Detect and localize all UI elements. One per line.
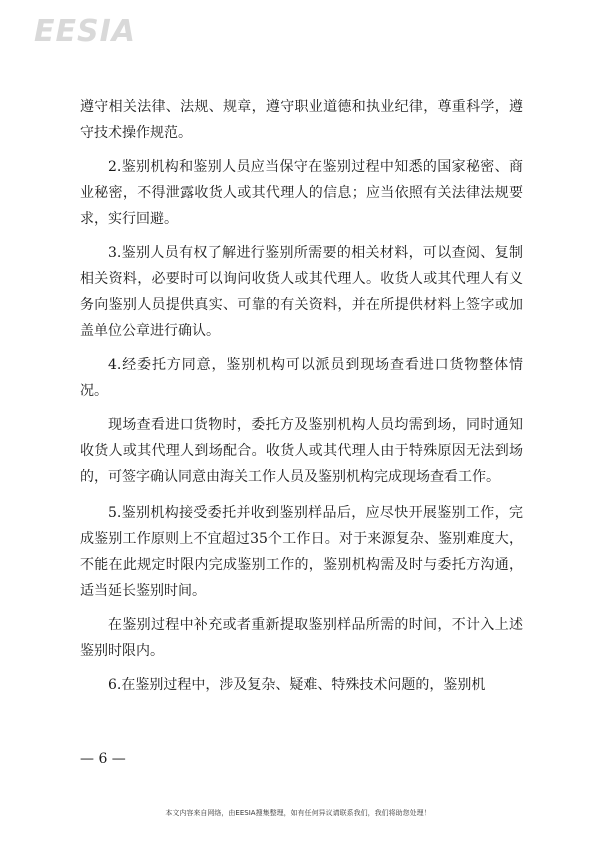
paragraph: 现场查看进口货物时，委托方及鉴别机构人员均需到场，同时通知收货人或其代理人到场配合。收货人或其代理人由于特殊原因无法到场的，可签字确认同意由海关工作人员及鉴别机构完成现场查看工作。 — [80, 417, 523, 485]
paragraph: 4.经委托方同意，鉴别机构可以派员到现场查看进口货物整体情况。 — [80, 357, 523, 399]
footer-note: 本文内容来自网络，由EESIA搜集整理，如有任何异议请联系我们，我们将助您处理！ — [165, 809, 431, 817]
paragraph: 6.在鉴别过程中，涉及复杂、疑难、特殊技术问题的，鉴别机 — [108, 677, 486, 693]
paragraph: 3.鉴别人员有权了解进行鉴别所需要的相关材料，可以查阅、复制相关资料，必要时可以询问收货人或其代理人。收货人或其代理人有义务向鉴别人员提供真实、可靠的有关资料，并在所提供材料上签字或加盖单位公章进行确认。 — [80, 245, 523, 339]
paragraph: 5.鉴别机构接受委托并收到鉴别样品后，应尽快开展鉴别工作，完成鉴别工作原则上不宜超过35个工作日。对于来源复杂、鉴别难度大，不能在此规定时限内完成鉴别工作的，鉴别机构需及时与委托方沟通，适当延长鉴别时间。 — [80, 505, 523, 599]
paragraph: 遵守相关法律、法规、规章，遵守职业道德和执业纪律，尊重科学，遵守技术操作规范。 — [80, 99, 523, 141]
paragraph: 在鉴别过程中补充或者重新提取鉴别样品所需的时间，不计入上述鉴别时限内。 — [80, 617, 523, 659]
document-body — [80, 94, 523, 698]
eesia-logo: EESIA — [34, 14, 136, 49]
paragraph: 2.鉴别机构和鉴别人员应当保守在鉴别过程中知悉的国家秘密、商业秘密，不得泄露收货人或其代理人的信息；应当依照有关法律法规要求，实行回避。 — [80, 159, 523, 227]
page-number: — 6 — — [80, 751, 126, 767]
